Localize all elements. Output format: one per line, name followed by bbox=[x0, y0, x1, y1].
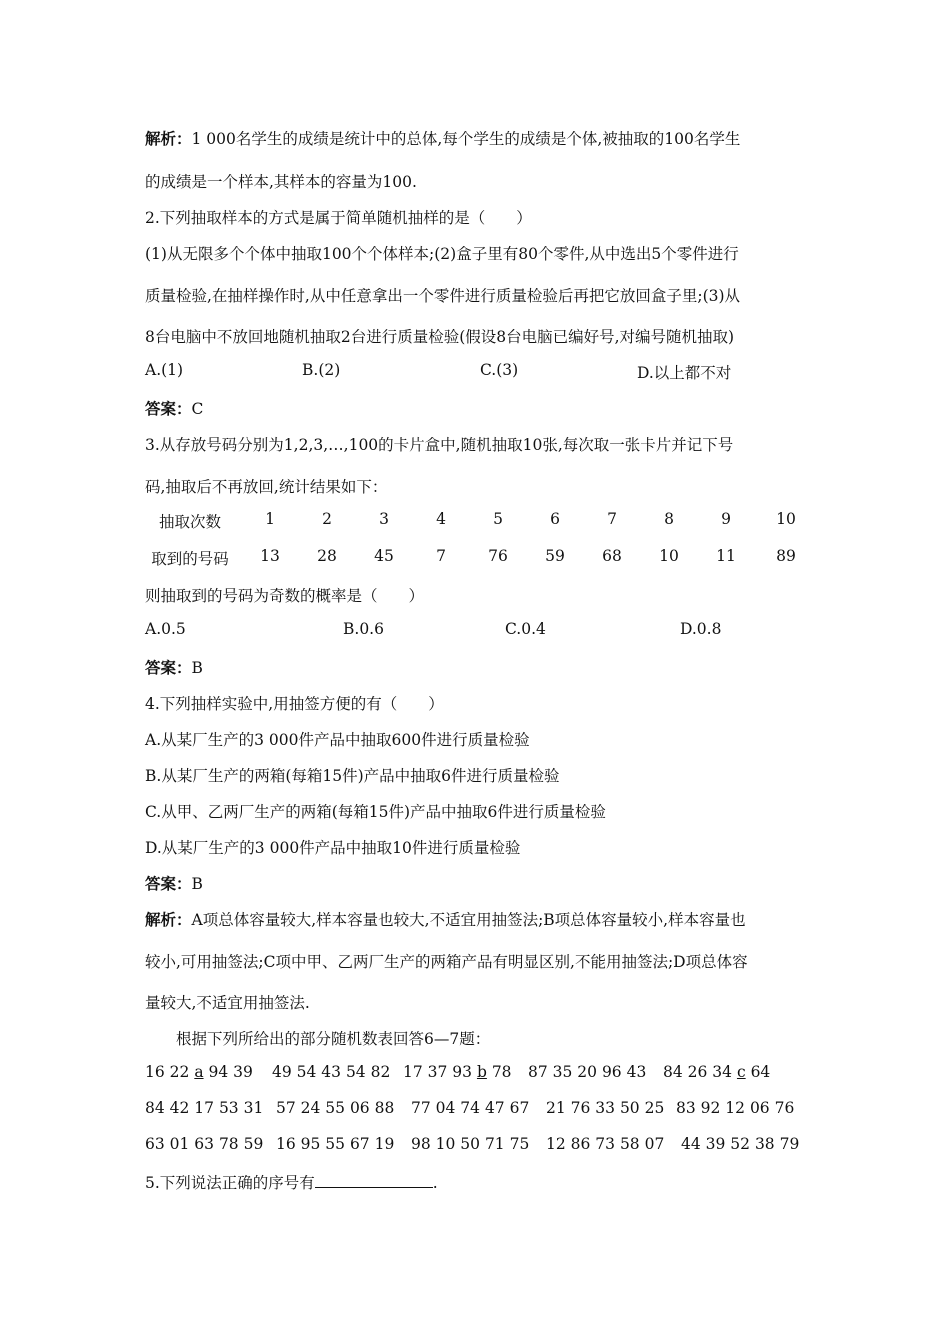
question-2-option-c: C.(3) bbox=[480, 361, 519, 379]
question-2-option-b: B.(2) bbox=[302, 361, 341, 379]
analysis-label: 解析： bbox=[145, 129, 192, 148]
random-digits: 17 37 93 bbox=[403, 1063, 477, 1081]
table-cell: 28 bbox=[317, 547, 337, 565]
table-row-1-label: 抽取次数 bbox=[158, 513, 221, 531]
table-cell: 8 bbox=[664, 510, 674, 528]
random-row-3-group-1: 63 01 63 78 59 bbox=[145, 1135, 264, 1153]
question-2-option-d: D.以上都不对 bbox=[637, 364, 732, 382]
table-cell: 45 bbox=[374, 547, 394, 565]
question-2-answer bbox=[145, 397, 203, 419]
random-digits: 16 22 bbox=[145, 1063, 195, 1081]
random-digits: 94 39 bbox=[203, 1063, 253, 1081]
question-3-answer bbox=[145, 656, 203, 678]
question-3-line-1: 3.从存放号码分别为1,2,3,…,100的卡片盒中,随机抽取10张,每次取一张卡片并记下号 bbox=[145, 436, 734, 454]
answer-value: C bbox=[191, 400, 204, 418]
question-4-analysis-line-2: 较小,可用抽签法;C项中甲、乙两厂生产的两箱产品有明显区别,不能用抽签法;D项总体容 bbox=[145, 953, 748, 971]
question-4-option-a: A.从某厂生产的3 000件产品中抽取600件进行质量检验 bbox=[145, 731, 530, 749]
question-5-stem bbox=[145, 1171, 438, 1193]
answer-label: 答案： bbox=[145, 399, 192, 418]
table-cell: 68 bbox=[602, 547, 622, 565]
table-cell: 10 bbox=[659, 547, 679, 565]
question-2-option-a: A.(1) bbox=[145, 361, 184, 379]
random-row-1-group-1 bbox=[145, 1063, 253, 1081]
table-cell: 89 bbox=[776, 547, 796, 565]
question-4-option-d: D.从某厂生产的3 000件产品中抽取10件进行质量检验 bbox=[145, 839, 521, 857]
random-row-2-group-1: 84 42 17 53 31 bbox=[145, 1099, 264, 1117]
table-cell: 3 bbox=[379, 510, 389, 528]
question-5-text: 5.下列说法正确的序号有 bbox=[145, 1174, 315, 1192]
table-row-2-label: 取到的号码 bbox=[151, 550, 229, 568]
random-digits: 84 26 34 bbox=[663, 1063, 737, 1081]
table-cell: 7 bbox=[436, 547, 446, 565]
analysis-text: 1 000名学生的成绩是统计中的总体,每个学生的成绩是个体,被抽取的100名学生 bbox=[191, 130, 741, 148]
answer-blank[interactable] bbox=[315, 1173, 433, 1188]
random-row-3-group-5: 44 39 52 38 79 bbox=[681, 1135, 800, 1153]
table-cell: 10 bbox=[776, 510, 796, 528]
random-row-3-group-4: 12 86 73 58 07 bbox=[546, 1135, 665, 1153]
analysis-1-line-1 bbox=[145, 127, 740, 149]
question-3-question: 则抽取到的号码为奇数的概率是（ ） bbox=[145, 587, 425, 605]
random-digits: 64 bbox=[745, 1063, 771, 1081]
question-3-option-d: D.0.8 bbox=[680, 620, 722, 638]
question-3-option-a: A.0.5 bbox=[145, 620, 186, 638]
random-unknown-c: c bbox=[736, 1063, 746, 1081]
question-2-stem: 2.下列抽取样本的方式是属于简单随机抽样的是（ ） bbox=[145, 209, 532, 227]
question-4-option-b: B.从某厂生产的两箱(每箱15件)产品中抽取6件进行质量检验 bbox=[145, 767, 560, 785]
random-row-1-group-2: 49 54 43 54 82 bbox=[272, 1063, 391, 1081]
random-row-3-group-3: 98 10 50 71 75 bbox=[411, 1135, 530, 1153]
analysis-1-line-2: 的成绩是一个样本,其样本的容量为100. bbox=[145, 173, 417, 191]
answer-value: B bbox=[191, 659, 203, 677]
random-unknown-b: b bbox=[476, 1063, 487, 1081]
question-3-option-b: B.0.6 bbox=[343, 620, 384, 638]
question-2-line-2: 质量检验,在抽样操作时,从中任意拿出一个零件进行质量检验后再把它放回盒子里;(3)从 bbox=[145, 287, 741, 305]
table-cell: 6 bbox=[550, 510, 560, 528]
answer-label: 答案： bbox=[145, 658, 192, 677]
random-row-2-group-2: 57 24 55 06 88 bbox=[276, 1099, 395, 1117]
question-2-line-3: 8台电脑中不放回地随机抽取2台进行质量检验(假设8台电脑已编好号,对编号随机抽取) bbox=[145, 328, 735, 346]
question-4-option-c: C.从甲、乙两厂生产的两箱(每箱15件)产品中抽取6件进行质量检验 bbox=[145, 803, 606, 821]
random-row-1-group-3 bbox=[403, 1063, 512, 1081]
question-4-analysis-line-1 bbox=[145, 908, 746, 930]
random-row-2-group-5: 83 92 12 06 76 bbox=[676, 1099, 795, 1117]
question-3-option-c: C.0.4 bbox=[505, 620, 546, 638]
random-row-2-group-3: 77 04 74 47 67 bbox=[411, 1099, 530, 1117]
table-cell: 4 bbox=[436, 510, 446, 528]
table-cell: 76 bbox=[488, 547, 508, 565]
table-cell: 5 bbox=[493, 510, 503, 528]
random-row-1-group-4: 87 35 20 96 43 bbox=[528, 1063, 647, 1081]
random-table-intro: 根据下列所给出的部分随机数表回答6—7题： bbox=[176, 1030, 491, 1048]
question-4-analysis-line-3: 量较大,不适宜用抽签法. bbox=[145, 994, 310, 1012]
question-2-line-1: (1)从无限多个个体中抽取100个个体样本;(2)盒子里有80个零件,从中选出5个零件进行 bbox=[145, 245, 739, 263]
answer-value: B bbox=[191, 875, 203, 893]
table-cell: 59 bbox=[545, 547, 565, 565]
analysis-text: A项总体容量较大,样本容量也较大,不适宜用抽签法;B项总体容量较小,样本容量也 bbox=[191, 911, 746, 929]
table-cell: 11 bbox=[716, 547, 736, 565]
question-5-end: . bbox=[432, 1174, 438, 1192]
question-4-stem: 4.下列抽样实验中,用抽签方便的有（ ） bbox=[145, 695, 444, 713]
random-row-1-group-5 bbox=[663, 1063, 770, 1081]
question-3-line-2: 码,抽取后不再放回,统计结果如下： bbox=[145, 478, 388, 496]
analysis-label: 解析： bbox=[145, 910, 192, 929]
random-unknown-a: a bbox=[194, 1063, 204, 1081]
table-cell: 9 bbox=[721, 510, 731, 528]
table-cell: 2 bbox=[322, 510, 332, 528]
random-row-2-group-4: 21 76 33 50 25 bbox=[546, 1099, 665, 1117]
question-4-answer bbox=[145, 872, 203, 894]
random-row-3-group-2: 16 95 55 67 19 bbox=[276, 1135, 395, 1153]
table-cell: 7 bbox=[607, 510, 617, 528]
answer-label: 答案： bbox=[145, 874, 192, 893]
random-digits: 78 bbox=[486, 1063, 512, 1081]
table-cell: 13 bbox=[260, 547, 280, 565]
table-cell: 1 bbox=[265, 510, 275, 528]
